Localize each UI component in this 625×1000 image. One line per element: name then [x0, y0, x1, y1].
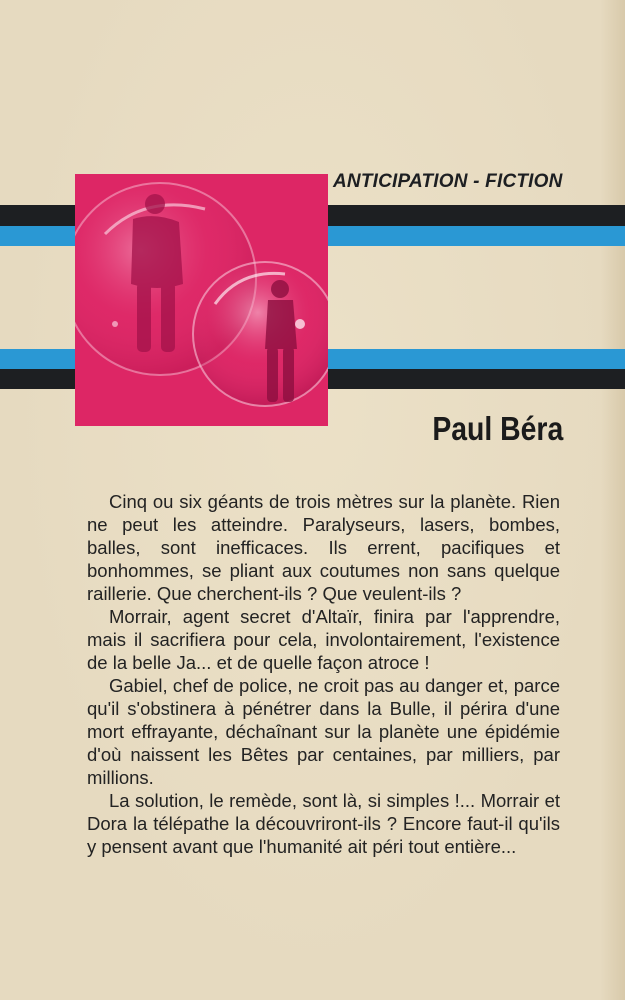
blurb-paragraph: Cinq ou six géants de trois mètres sur la planète. Rien ne peut les atteindre. Paralyseurs, lasers, bombes, balles, sont inefficaces. Ils errent, pacifiques et bonhommes, se pliant aux coutumes non sans quelque raillerie. Que cherchent-ils ? Que veulent-ils ? — [87, 491, 560, 604]
blurb-paragraph: Gabiel, chef de police, ne croit pas au danger et, parce qu'il s'obstinera à pénétrer dans la Bulle, il périra d'une mort effrayante, déchaînant sur la planète une épidémie d'où naissent les Bêtes par centaines, par milliers, par millions. — [87, 675, 560, 788]
series-label: ANTICIPATION - FICTION — [333, 171, 563, 192]
back-cover-blurb — [87, 490, 560, 858]
blurb-paragraph: Morrair, agent secret d'Altaïr, finira par l'apprendre, mais il sacrifiera pour cela, involontairement, l'existence de la belle Ja... et de quelle façon atroce ! — [87, 606, 560, 673]
blurb-paragraph: La solution, le remède, sont là, si simples !... Morrair et Dora la télépathe la découvriront-ils ? Encore faut-il qu'ils y pensent avant que l'humanité ait péri tout entière... — [87, 790, 560, 857]
cover-illustration — [75, 174, 328, 426]
bubbles-illustration — [75, 174, 328, 426]
author-name: Paul Béra — [432, 410, 563, 447]
